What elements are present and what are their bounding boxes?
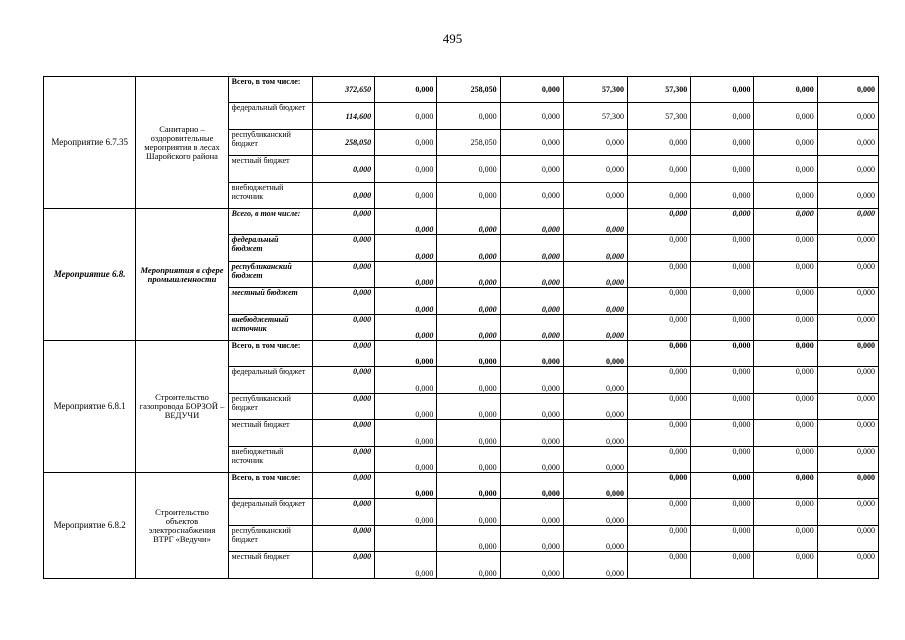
event-id: Мероприятие 6.8.1: [44, 341, 136, 473]
page-number: 495: [442, 31, 463, 46]
total-amount-cell: 0,000: [312, 367, 374, 394]
year-amount-cell: [375, 526, 437, 552]
total-amount-cell: 0,000: [312, 288, 374, 315]
year-amount-cell: 0,000: [628, 156, 691, 183]
table-row: [44, 209, 879, 235]
year-amount-cell: 258,050: [437, 130, 500, 156]
year-amount-cell: 0,000: [628, 315, 691, 341]
year-amount-cell: 0,000: [375, 103, 437, 130]
year-amount-cell: 0,000: [817, 262, 878, 288]
year-amount-cell: 0,000: [375, 288, 437, 315]
year-amount-cell: 0,000: [437, 552, 500, 579]
year-amount-cell: 0,000: [691, 156, 754, 183]
event-name: Мероприятия в сфере промышленности: [136, 209, 228, 341]
year-amount-cell: 0,000: [817, 367, 878, 394]
total-amount-cell: 114,600: [312, 103, 374, 130]
year-amount-cell: 0,000: [628, 367, 691, 394]
year-amount-cell: 0,000: [691, 447, 754, 473]
year-amount-cell: 0,000: [437, 526, 500, 552]
year-amount-cell: 0,000: [375, 235, 437, 262]
year-amount-cell: 0,000: [691, 183, 754, 209]
total-amount-cell: 0,000: [312, 499, 374, 526]
funding-source: республиканский бюджет: [228, 130, 312, 156]
year-amount-cell: 57,300: [628, 103, 691, 130]
year-amount-cell: 0,000: [437, 288, 500, 315]
year-amount-cell: 0,000: [754, 473, 817, 499]
year-amount-cell: 0,000: [563, 499, 627, 526]
year-amount-cell: 0,000: [817, 394, 878, 420]
year-amount-cell: 0,000: [437, 367, 500, 394]
year-amount-cell: 0,000: [691, 235, 754, 262]
year-amount-cell: 0,000: [563, 262, 627, 288]
year-amount-cell: 0,000: [375, 394, 437, 420]
year-amount-cell: 0,000: [563, 473, 627, 499]
year-amount-cell: 0,000: [563, 447, 627, 473]
year-amount-cell: 0,000: [754, 315, 817, 341]
year-amount-cell: 0,000: [500, 209, 563, 235]
year-amount-cell: 0,000: [628, 499, 691, 526]
year-amount-cell: 0,000: [437, 209, 500, 235]
year-amount-cell: 57,300: [628, 77, 691, 103]
year-amount-cell: 0,000: [563, 209, 627, 235]
total-amount-cell: 0,000: [312, 420, 374, 447]
year-amount-cell: 0,000: [500, 447, 563, 473]
year-amount-cell: 0,000: [500, 235, 563, 262]
year-amount-cell: 0,000: [437, 103, 500, 130]
year-amount-cell: 0,000: [817, 315, 878, 341]
year-amount-cell: 0,000: [375, 130, 437, 156]
year-amount-cell: 0,000: [817, 209, 878, 235]
year-amount-cell: 0,000: [628, 420, 691, 447]
year-amount-cell: 0,000: [500, 262, 563, 288]
year-amount-cell: 0,000: [437, 315, 500, 341]
year-amount-cell: 0,000: [437, 183, 500, 209]
total-amount-cell: 0,000: [312, 262, 374, 288]
budget-table: [43, 76, 879, 579]
year-amount-cell: 0,000: [817, 156, 878, 183]
year-amount-cell: 0,000: [817, 103, 878, 130]
total-amount-cell: 0,000: [312, 183, 374, 209]
year-amount-cell: 0,000: [754, 209, 817, 235]
funding-source: республиканский бюджет: [228, 526, 312, 552]
year-amount-cell: 0,000: [375, 262, 437, 288]
funding-source: местный бюджет: [228, 156, 312, 183]
year-amount-cell: 0,000: [375, 341, 437, 367]
year-amount-cell: 0,000: [437, 394, 500, 420]
year-amount-cell: 0,000: [563, 130, 627, 156]
year-amount-cell: 0,000: [500, 341, 563, 367]
year-amount-cell: 0,000: [754, 183, 817, 209]
year-amount-cell: 0,000: [817, 499, 878, 526]
year-amount-cell: 0,000: [375, 499, 437, 526]
year-amount-cell: 0,000: [628, 209, 691, 235]
year-amount-cell: 0,000: [628, 288, 691, 315]
year-amount-cell: 0,000: [500, 77, 563, 103]
funding-source: внебюджетный источник: [228, 315, 312, 341]
year-amount-cell: 0,000: [754, 341, 817, 367]
year-amount-cell: 0,000: [563, 156, 627, 183]
year-amount-cell: 57,300: [563, 77, 627, 103]
year-amount-cell: 0,000: [691, 394, 754, 420]
year-amount-cell: 0,000: [375, 473, 437, 499]
total-amount-cell: 0,000: [312, 235, 374, 262]
year-amount-cell: 0,000: [628, 262, 691, 288]
year-amount-cell: 0,000: [754, 447, 817, 473]
year-amount-cell: 0,000: [817, 130, 878, 156]
year-amount-cell: 0,000: [817, 77, 878, 103]
year-amount-cell: 0,000: [500, 130, 563, 156]
year-amount-cell: 0,000: [437, 341, 500, 367]
funding-source: местный бюджет: [228, 552, 312, 579]
total-amount-cell: 0,000: [312, 447, 374, 473]
funding-source: внебюджетный источник: [228, 183, 312, 209]
year-amount-cell: 0,000: [628, 341, 691, 367]
year-amount-cell: 0,000: [817, 473, 878, 499]
year-amount-cell: 0,000: [817, 420, 878, 447]
year-amount-cell: 0,000: [437, 447, 500, 473]
year-amount-cell: 0,000: [500, 552, 563, 579]
year-amount-cell: 0,000: [817, 235, 878, 262]
total-amount-cell: 372,650: [312, 77, 374, 103]
year-amount-cell: 0,000: [691, 367, 754, 394]
total-amount-cell: 0,000: [312, 552, 374, 579]
year-amount-cell: 0,000: [691, 103, 754, 130]
funding-source: республиканский бюджет: [228, 262, 312, 288]
year-amount-cell: 0,000: [500, 526, 563, 552]
year-amount-cell: 0,000: [563, 552, 627, 579]
year-amount-cell: 0,000: [691, 473, 754, 499]
year-amount-cell: 0,000: [754, 499, 817, 526]
year-amount-cell: 0,000: [691, 262, 754, 288]
funding-source: федеральный бюджет: [228, 103, 312, 130]
funding-source: внебюджетный источник: [228, 447, 312, 473]
year-amount-cell: 0,000: [563, 526, 627, 552]
total-amount-cell: 0,000: [312, 526, 374, 552]
year-amount-cell: 0,000: [754, 420, 817, 447]
year-amount-cell: 0,000: [754, 156, 817, 183]
year-amount-cell: 0,000: [375, 367, 437, 394]
total-amount-cell: 0,000: [312, 209, 374, 235]
year-amount-cell: 0,000: [691, 288, 754, 315]
year-amount-cell: 0,000: [375, 420, 437, 447]
funding-source: республиканский бюджет: [228, 394, 312, 420]
year-amount-cell: 0,000: [817, 341, 878, 367]
year-amount-cell: 0,000: [437, 262, 500, 288]
year-amount-cell: 0,000: [437, 235, 500, 262]
year-amount-cell: 0,000: [500, 499, 563, 526]
year-amount-cell: 0,000: [691, 420, 754, 447]
year-amount-cell: 0,000: [691, 130, 754, 156]
year-amount-cell: 0,000: [500, 156, 563, 183]
year-amount-cell: 0,000: [563, 315, 627, 341]
year-amount-cell: 0,000: [375, 156, 437, 183]
year-amount-cell: 0,000: [437, 473, 500, 499]
year-amount-cell: 0,000: [500, 367, 563, 394]
year-amount-cell: 57,300: [563, 103, 627, 130]
year-amount-cell: 0,000: [628, 130, 691, 156]
year-amount-cell: 0,000: [754, 394, 817, 420]
year-amount-cell: 0,000: [628, 235, 691, 262]
year-amount-cell: 0,000: [563, 341, 627, 367]
table-row: [44, 77, 879, 103]
year-amount-cell: 0,000: [437, 420, 500, 447]
year-amount-cell: 0,000: [628, 394, 691, 420]
funding-source: федеральный бюджет: [228, 235, 312, 262]
total-amount-cell: 0,000: [312, 473, 374, 499]
total-amount-cell: 0,000: [312, 394, 374, 420]
year-amount-cell: 0,000: [563, 183, 627, 209]
year-amount-cell: 0,000: [500, 315, 563, 341]
year-amount-cell: 0,000: [500, 288, 563, 315]
funding-source: Всего, в том числе:: [228, 209, 312, 235]
year-amount-cell: 0,000: [563, 288, 627, 315]
year-amount-cell: 0,000: [500, 394, 563, 420]
year-amount-cell: 0,000: [375, 552, 437, 579]
funding-source: местный бюджет: [228, 420, 312, 447]
year-amount-cell: 0,000: [817, 552, 878, 579]
event-id: Мероприятие 6.8.: [44, 209, 136, 341]
year-amount-cell: 0,000: [375, 315, 437, 341]
funding-source: федеральный бюджет: [228, 499, 312, 526]
year-amount-cell: 0,000: [691, 526, 754, 552]
year-amount-cell: 0,000: [691, 209, 754, 235]
year-amount-cell: 0,000: [375, 447, 437, 473]
year-amount-cell: 0,000: [691, 552, 754, 579]
year-amount-cell: 0,000: [754, 262, 817, 288]
year-amount-cell: 0,000: [754, 235, 817, 262]
year-amount-cell: 0,000: [500, 473, 563, 499]
funding-source: Всего, в том числе:: [228, 341, 312, 367]
year-amount-cell: 0,000: [563, 235, 627, 262]
year-amount-cell: 0,000: [754, 103, 817, 130]
year-amount-cell: 0,000: [691, 341, 754, 367]
year-amount-cell: 0,000: [437, 156, 500, 183]
funding-source: Всего, в том числе:: [228, 77, 312, 103]
year-amount-cell: 0,000: [437, 499, 500, 526]
funding-source: местный бюджет: [228, 288, 312, 315]
event-id: Мероприятие 6.7.35: [44, 77, 136, 209]
year-amount-cell: 0,000: [500, 420, 563, 447]
table-row: [44, 473, 879, 499]
total-amount-cell: 258,050: [312, 130, 374, 156]
year-amount-cell: 0,000: [754, 367, 817, 394]
year-amount-cell: 0,000: [563, 394, 627, 420]
year-amount-cell: 0,000: [628, 552, 691, 579]
year-amount-cell: 0,000: [817, 447, 878, 473]
year-amount-cell: 0,000: [375, 209, 437, 235]
year-amount-cell: 0,000: [691, 77, 754, 103]
year-amount-cell: 0,000: [754, 288, 817, 315]
year-amount-cell: 0,000: [817, 183, 878, 209]
funding-source: Всего, в том числе:: [228, 473, 312, 499]
year-amount-cell: 0,000: [691, 499, 754, 526]
year-amount-cell: 0,000: [628, 183, 691, 209]
year-amount-cell: 0,000: [817, 288, 878, 315]
total-amount-cell: 0,000: [312, 156, 374, 183]
year-amount-cell: 0,000: [754, 526, 817, 552]
year-amount-cell: 0,000: [375, 183, 437, 209]
year-amount-cell: 0,000: [691, 315, 754, 341]
year-amount-cell: 258,050: [437, 77, 500, 103]
year-amount-cell: 0,000: [500, 183, 563, 209]
year-amount-cell: 0,000: [754, 552, 817, 579]
event-name: Строительство объектов электроснабжения ВТРГ «Ведучи»: [136, 473, 228, 579]
year-amount-cell: 0,000: [628, 526, 691, 552]
year-amount-cell: 0,000: [754, 77, 817, 103]
year-amount-cell: 0,000: [500, 103, 563, 130]
year-amount-cell: 0,000: [563, 420, 627, 447]
year-amount-cell: 0,000: [754, 130, 817, 156]
funding-source: федеральный бюджет: [228, 367, 312, 394]
event-name: Санитарно – оздоровительные мероприятия в лесах Шаройского района: [136, 77, 228, 209]
event-name: Строительство газопровода БОРЗОЙ – ВЕДУЧИ: [136, 341, 228, 473]
year-amount-cell: 0,000: [563, 367, 627, 394]
total-amount-cell: 0,000: [312, 341, 374, 367]
year-amount-cell: 0,000: [628, 447, 691, 473]
year-amount-cell: 0,000: [817, 526, 878, 552]
year-amount-cell: 0,000: [375, 77, 437, 103]
year-amount-cell: 0,000: [628, 473, 691, 499]
total-amount-cell: 0,000: [312, 315, 374, 341]
table-row: [44, 341, 879, 367]
event-id: Мероприятие 6.8.2: [44, 473, 136, 579]
